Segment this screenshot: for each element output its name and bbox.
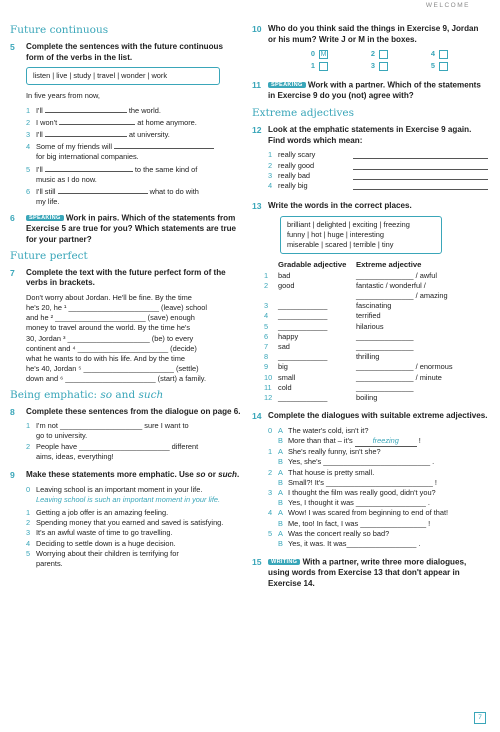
list-item: 2 I won't at home anymore. [26,117,197,127]
exercise-heading: Look at the emphatic statements in Exercise 9 again. Find words which mean: [268,125,472,145]
exercise-11 [252,80,488,102]
answer-box-cell: 1 [268,61,328,71]
list-item: 3 really bad [252,171,488,181]
answer-line[interactable] [353,181,488,190]
dialogue-line: B Small?! It's __________________________ ! [278,477,437,487]
list-item: go to university. [36,431,88,441]
example-answer: Leaving school is such an important moment in your life. [36,494,221,504]
table-row: ______________ / amazing [356,291,448,301]
table-row: 1 bad ______________ / awful [264,270,437,280]
answer-line[interactable] [353,171,488,180]
table-row: 7 sad ______________ [264,342,414,352]
dialogue-line: 5 A Was the concert really so bad? [268,528,390,538]
exercise-5 [10,42,242,63]
dialogue-line: B Me, too! In fact, I was ________________ ! [278,518,431,528]
table-row: 10 small ______________ / minute [264,372,442,382]
dialogue-line: B Yes, it was. It was_________________ . [278,539,421,549]
exercise-number: 15 [252,557,262,568]
answer-box[interactable] [439,62,448,71]
exercise-number: 10 [252,24,262,34]
list-item: 3 I'll at university. [26,130,170,139]
dialogue-line: 0 A The water's cold, isn't it? [268,425,369,435]
ex5-items [10,104,242,208]
adjective-table [264,260,488,403]
exercise-number: 9 [10,470,15,481]
answer-box[interactable] [379,62,388,71]
text-line: he's 20, he ¹ ______________________ (leave) school [26,303,207,313]
text-line: and he ² ______________________ (save) enough [26,313,195,323]
exercise-number: 5 [10,42,15,52]
table-row: 2 good fantastic / wonderful / [264,280,426,290]
list-item: 2 Spending money that you earned and saved is satisfying. [26,518,224,528]
list-item: music as I do now. [36,174,97,184]
list-item: my life. [36,197,60,207]
answer-box-cell: 3 [328,61,388,71]
list-item: 1 really scary [252,150,488,160]
answer-line[interactable] [353,161,488,170]
answer-box[interactable] [439,50,448,59]
speaking-tag: SPEAKING [26,215,64,221]
exercise-number: 14 [252,411,262,422]
section-title-extreme-adjectives: Extreme adjectives [252,107,354,120]
list-item: 4 Some of my friends will [10,140,242,152]
exercise-8 [10,407,242,418]
unit-label: WELCOME [425,2,470,9]
exercise-number: 13 [252,201,262,212]
answer-line[interactable] [45,128,127,137]
exercise-heading: Complete these sentences from the dialogue on page 6. [26,406,241,416]
list-item: parents. [36,559,63,569]
answer-line[interactable] [59,116,135,125]
ex8-items [10,421,242,462]
exercise-heading: Work in pairs. Which of the statements from Exercise 5 are true for you? Which statements are true for your partner? [26,213,237,245]
exercise-number: 12 [252,125,262,136]
writing-tag: WRITING [268,559,300,565]
list-item: for big international companies. [36,152,139,162]
list-item: 5 I'll to the same kind of [26,164,198,174]
table-row: 9 big ______________ / enormous [264,362,453,372]
dialogue-line: 2 A That house is pretty small. [268,467,375,477]
exercise-10 [252,24,488,45]
dialogue-line: 3 A I thought the film was really good, didn't you? [268,488,436,498]
exercise-15 [252,557,488,589]
table-row: 3 ____________ fascinating [264,301,392,311]
answer-line[interactable] [353,150,488,159]
exercise-heading: Complete the sentences with the future continuous form of the verbs in the list. [26,42,223,62]
text-line: down and ⁶ ______________________ (start) a family. [26,374,206,384]
table-row: 4 ____________ terrified [264,311,381,321]
word-list-box: listen | live | study | travel | wonder | work [26,67,220,85]
table-row: 6 happy ______________ [264,331,414,341]
exercise-heading: With a partner, write three more dialogues, using words from Exercise 13 that don't appear in Exercise 14. [268,557,467,588]
table-row: 5 ____________ hilarious [264,321,384,331]
example-item: 0 Leaving school is an important moment in your life. [26,484,203,494]
list-item: 1 I'm not ____________________ sure I want to [26,421,189,431]
exercise-heading: Complete the text with the future perfect form of the verbs in brackets. [26,267,226,288]
exercise-heading: Make these statements more emphatic. Use so or such. [26,470,240,480]
ex7-text [10,293,242,385]
word-list-box: brilliant | delighted | exciting | freezing funny | hot | huge | interesting miserable | scared | terrible | tiny [280,216,442,255]
exercise-number: 6 [10,213,15,224]
text-line: continent and ⁴ ______________________ (decide) [26,343,197,353]
exercise-heading: Write the words in the correct places. [268,201,412,211]
table-header: Gradable adjective Extreme adjective [278,260,422,270]
page-number: 7 [474,712,486,724]
exercise-number: 11 [252,79,262,90]
ex9-items [10,485,242,570]
text-line: 30, Jordan ³ ____________________ (be) to every [26,333,194,343]
exercise-6 [10,213,242,245]
dialogue-line: B More than that – it's freezing ! [252,436,488,447]
answer-line[interactable] [114,140,214,149]
section-title-future-perfect: Future perfect [10,249,88,262]
list-item: 4 Deciding to settle down is a huge decision. [26,538,176,548]
list-item: 2 People have ______________________ different [26,441,199,451]
ex14-dialogues [252,426,488,549]
answer-box-cell: 4 [388,49,448,59]
section-title-being-emphatic: Being emphatic: so and such [10,388,164,401]
table-row: 8 ____________ thrilling [264,352,380,362]
answer-box-grid [268,49,488,71]
answer-box-cell: 5 [388,61,448,71]
table-row: 11 cold ______________ [264,382,414,392]
exercise-12 [252,125,488,146]
text-line: money to travel around the world. By the time he's [26,323,191,333]
dialogue-line: 1 A She's really funny, isn't she? [268,447,381,457]
exercise-number: 8 [10,406,15,417]
list-item: 2 really good [252,161,488,171]
text-line: what he wants to do with his life. And by the time [26,354,185,364]
list-item: 3 It's an awful waste of time to go travelling. [26,528,173,538]
text-line: he's 40, Jordan ⁵ ______________________ (settle) [26,364,199,374]
left-column [10,24,242,569]
exercise-heading: Complete the dialogues with suitable extreme adjectives. [268,411,488,421]
exercise-13 [252,201,488,212]
answer-line[interactable] [45,163,133,172]
dialogue-line: 4 A Wow! I was scared from beginning to end of that! [268,508,449,518]
dialogue-line: B Yes, I thought it was _________________ . [278,498,430,508]
right-column [252,24,488,594]
answer-line[interactable] [58,185,148,194]
section-title-future-continuous: Future continuous [10,24,109,36]
exercise-number: 7 [10,267,15,278]
answer-box[interactable] [379,50,388,59]
table-row: 12 ____________ boiling [264,393,378,403]
answer-box-cell: 0 M [310,49,327,59]
list-item: 5 Worrying about their children is terrifying for [26,548,179,558]
ex5-intro: In five years from now, [26,91,100,101]
answer-box[interactable]: M [320,50,327,58]
answer-line[interactable] [45,104,127,113]
exercise-7 [10,268,242,289]
dialogue-line: B Yes, she's __________________________ . [278,457,435,467]
example-answer: freezing [355,436,417,447]
text-line: Don't worry about Jordan. He'll be fine. By the time [26,292,192,302]
list-item: 1 I'll the world. [26,105,161,115]
list-item: 4 really big [252,181,488,191]
exercise-9 [10,470,242,481]
speaking-tag: SPEAKING [268,82,306,88]
exercise-14 [252,411,488,422]
answer-box-cell: 2 [328,49,388,59]
list-item: aims, ideas, everything! [36,451,114,461]
exercise-heading: Work with a partner. Which of the statements in Exercise 9 do you (not) agree with? [268,80,481,100]
exercise-heading: Who do you think said the things in Exercise 9, Jordan or his mum? Write J or M in the boxes. [268,24,479,44]
answer-box[interactable] [319,62,328,71]
ex12-items [252,150,488,191]
list-item: 1 Getting a job offer is an amazing feeling. [26,508,169,518]
list-item: 6 I'll still what to do with [26,187,199,197]
